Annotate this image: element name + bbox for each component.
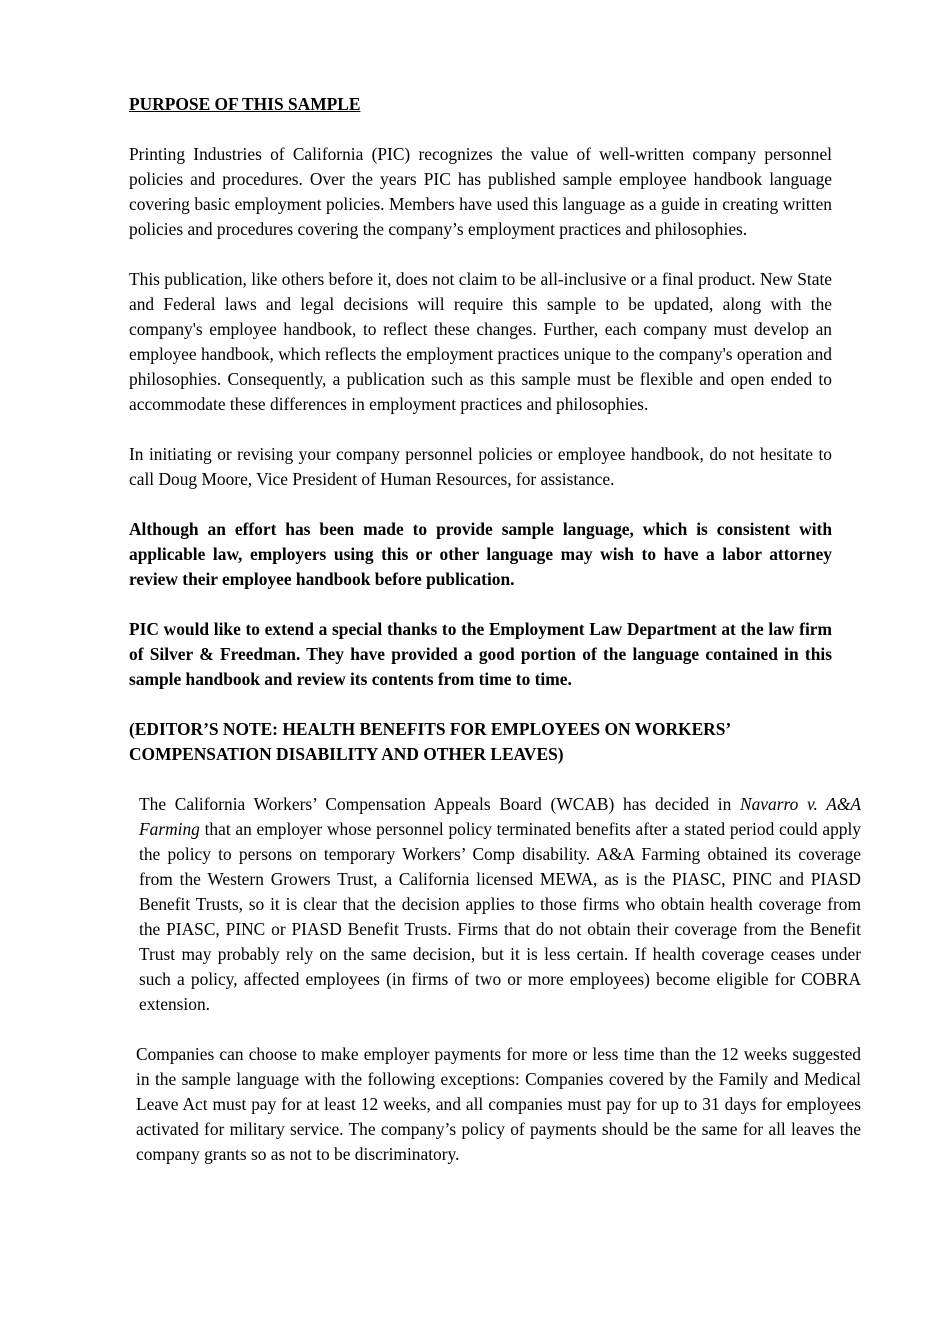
paragraph-wcab-decision — [129, 792, 861, 1017]
wcab-text-before: The California Workers’ Compensation Appeals Board (WCAB) has decided in — [139, 794, 740, 814]
editors-note-heading: (EDITOR’S NOTE: HEALTH BENEFITS FOR EMPLOYEES ON WORKERS’ COMPENSATION DISABILITY AND OTHER LEAVES) — [129, 719, 730, 764]
paragraph-legal-disclaimer: Although an effort has been made to provide sample language, which is consistent with applicable law, employers using this or other language may wish to have a labor attorney review their employee handbook before publication. — [129, 519, 832, 589]
paragraph-purpose: Printing Industries of California (PIC) recognizes the value of well-written company personnel policies and procedures. Over the years PIC has published sample employee handbook language covering basic employment policies. Members have used this language as a guide in creating written policies and procedures covering the company’s employment practices and philosophies. — [129, 144, 832, 239]
page-title: PURPOSE OF THIS SAMPLE — [129, 94, 361, 114]
case-name: Navarro v. A&A Farming — [139, 794, 861, 839]
intro-section — [129, 142, 832, 767]
wcab-text-after: that an employer whose personnel policy terminated benefits after a stated period could apply the policy to persons on temporary Workers’ Comp disability. A&A Farming obtained its coverage from the Western Growers Trust, a California licensed MEWA, as is the PIASC, PINC and PIASD Benefit Trusts, so it is clear that the decision applies to those firms who obtain health coverage from the PIASC, PINC or PIASD Benefit Trusts. Firms that do not obtain their coverage from the Benefit Trust may probably rely on the same decision, but it is less certain. If health coverage ceases under such a policy, affected employees (in firms of two or more employees) become eligible for COBRA extension. — [139, 819, 861, 1014]
paragraph-publication-scope: This publication, like others before it, does not claim to be all-inclusive or a final product. New State and Federal laws and legal decisions will require this sample to be updated, along with the company's employee handbook, to reflect these changes. Further, each company must develop an employee handbook, which reflects the employment practices unique to the company's operation and philosophies. Consequently, a publication such as this sample must be flexible and open ended to accommodate these differences in employment practices and philosophies. — [129, 269, 832, 414]
paragraph-employer-payments: Companies can choose to make employer payments for more or less time than the 12 weeks suggested in the sample language with the following exceptions: Companies covered by the Family and Medical Leave Act must pay for at least 12 weeks, and all companies must pay for up to 31 days for employees activated for military service. The company’s policy of payments should be the same for all leaves the company grants so as not to be discriminatory. — [136, 1044, 861, 1164]
paragraph-acknowledgement: PIC would like to extend a special thanks to the Employment Law Department at the law firm of Silver & Freedman. They have provided a good portion of the language contained in this sample handbook and review its contents from time to time. — [129, 619, 832, 689]
paragraph-contact: In initiating or revising your company personnel policies or employee handbook, do not hesitate to call Doug Moore, Vice President of Human Resources, for assistance. — [129, 444, 832, 489]
document-page — [129, 92, 861, 1192]
